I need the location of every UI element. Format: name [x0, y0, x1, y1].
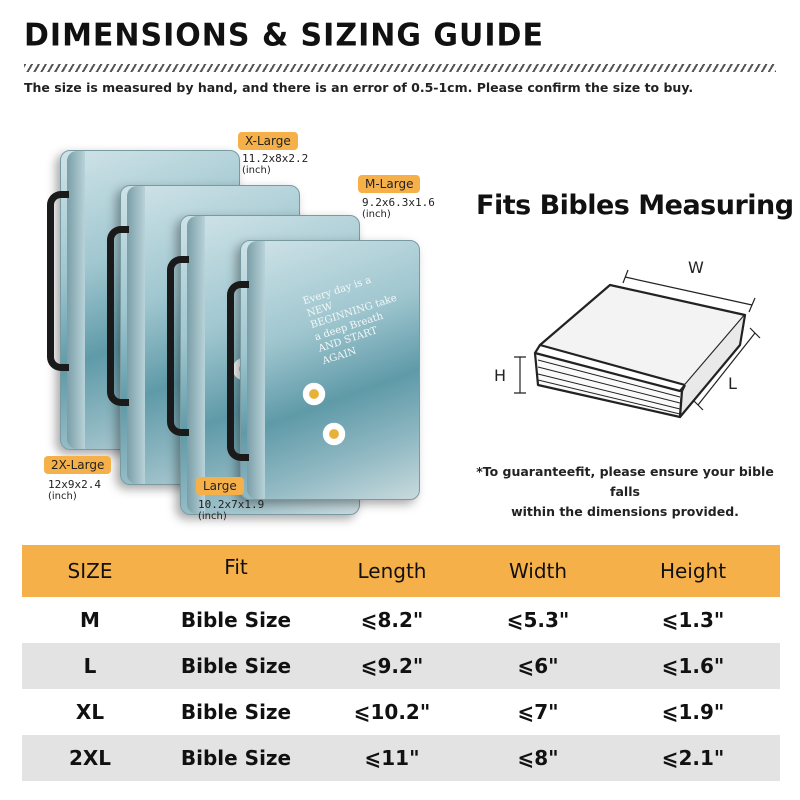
cell-width: ⩽8" — [517, 746, 559, 770]
cell-height: ⩽1.6" — [661, 654, 725, 678]
dims-x-large: 11.2x8x2.2 (inch) — [242, 152, 309, 176]
cover-m — [240, 240, 420, 500]
cell-fit: Bible Size — [180, 700, 292, 724]
cell-width: ⩽5.3" — [506, 608, 570, 632]
book-diagram — [490, 245, 770, 435]
cell-fit: Bible Size — [180, 654, 292, 678]
cell-size: L — [83, 654, 97, 678]
measurement-disclaimer: The size is measured by hand, and there is an error of 0.5-1cm. Please confirm the size to buy. — [24, 80, 694, 95]
cell-height: ⩽2.1" — [661, 746, 725, 770]
cell-size: 2XL — [68, 746, 112, 770]
cell-fit: Bible Size — [180, 608, 292, 632]
header-length: Length — [357, 559, 427, 583]
header-width: Width — [508, 559, 568, 583]
header-height: Height — [659, 559, 727, 583]
cell-height: ⩽1.3" — [661, 608, 725, 632]
cover-quote: Every day is a NEW BEGINNING take a deep Breath AND START AGAIN — [301, 274, 399, 367]
cell-fit: Bible Size — [180, 746, 292, 770]
height-label: H — [494, 366, 507, 385]
badge-x-large: X-Large — [238, 132, 298, 150]
cell-width: ⩽6" — [517, 654, 559, 678]
badge-m-large: M-Large — [358, 175, 420, 193]
badge-large: Large — [196, 477, 244, 495]
fits-title: Fits Bibles Measuring — [476, 190, 794, 221]
length-label: L — [728, 374, 737, 393]
table-row — [22, 597, 780, 643]
badge-2x-large: 2X-Large — [44, 456, 111, 474]
dims-m-large: 9.2x6.3x1.6 (inch) — [362, 196, 435, 220]
cell-length: ⩽10.2" — [353, 700, 431, 724]
cell-size: XL — [75, 700, 105, 724]
table-row — [22, 689, 780, 735]
cell-length: ⩽8.2" — [360, 608, 424, 632]
size-table — [22, 545, 780, 781]
cell-length: ⩽11" — [364, 746, 420, 770]
fit-note: *To guaranteefit, please ensure your bible falls within the dimensions provided. — [476, 464, 774, 519]
width-label: W — [688, 258, 704, 277]
table-header-row — [22, 545, 780, 597]
dims-large: 10.2x7x1.9 (inch) — [198, 498, 265, 522]
cell-length: ⩽9.2" — [360, 654, 424, 678]
cell-size: M — [80, 608, 100, 632]
page-title: DIMENSIONS & SIZING GUIDE — [24, 17, 544, 54]
cell-width: ⩽7" — [517, 700, 559, 724]
header-size: SIZE — [67, 559, 113, 583]
table-row — [22, 735, 780, 781]
decorative-divider — [24, 64, 776, 72]
table-row — [22, 643, 780, 689]
header-fit: Fit — [224, 555, 248, 579]
cell-height: ⩽1.9" — [661, 700, 725, 724]
dims-2x-large: 12x9x2.4 (inch) — [48, 478, 101, 502]
